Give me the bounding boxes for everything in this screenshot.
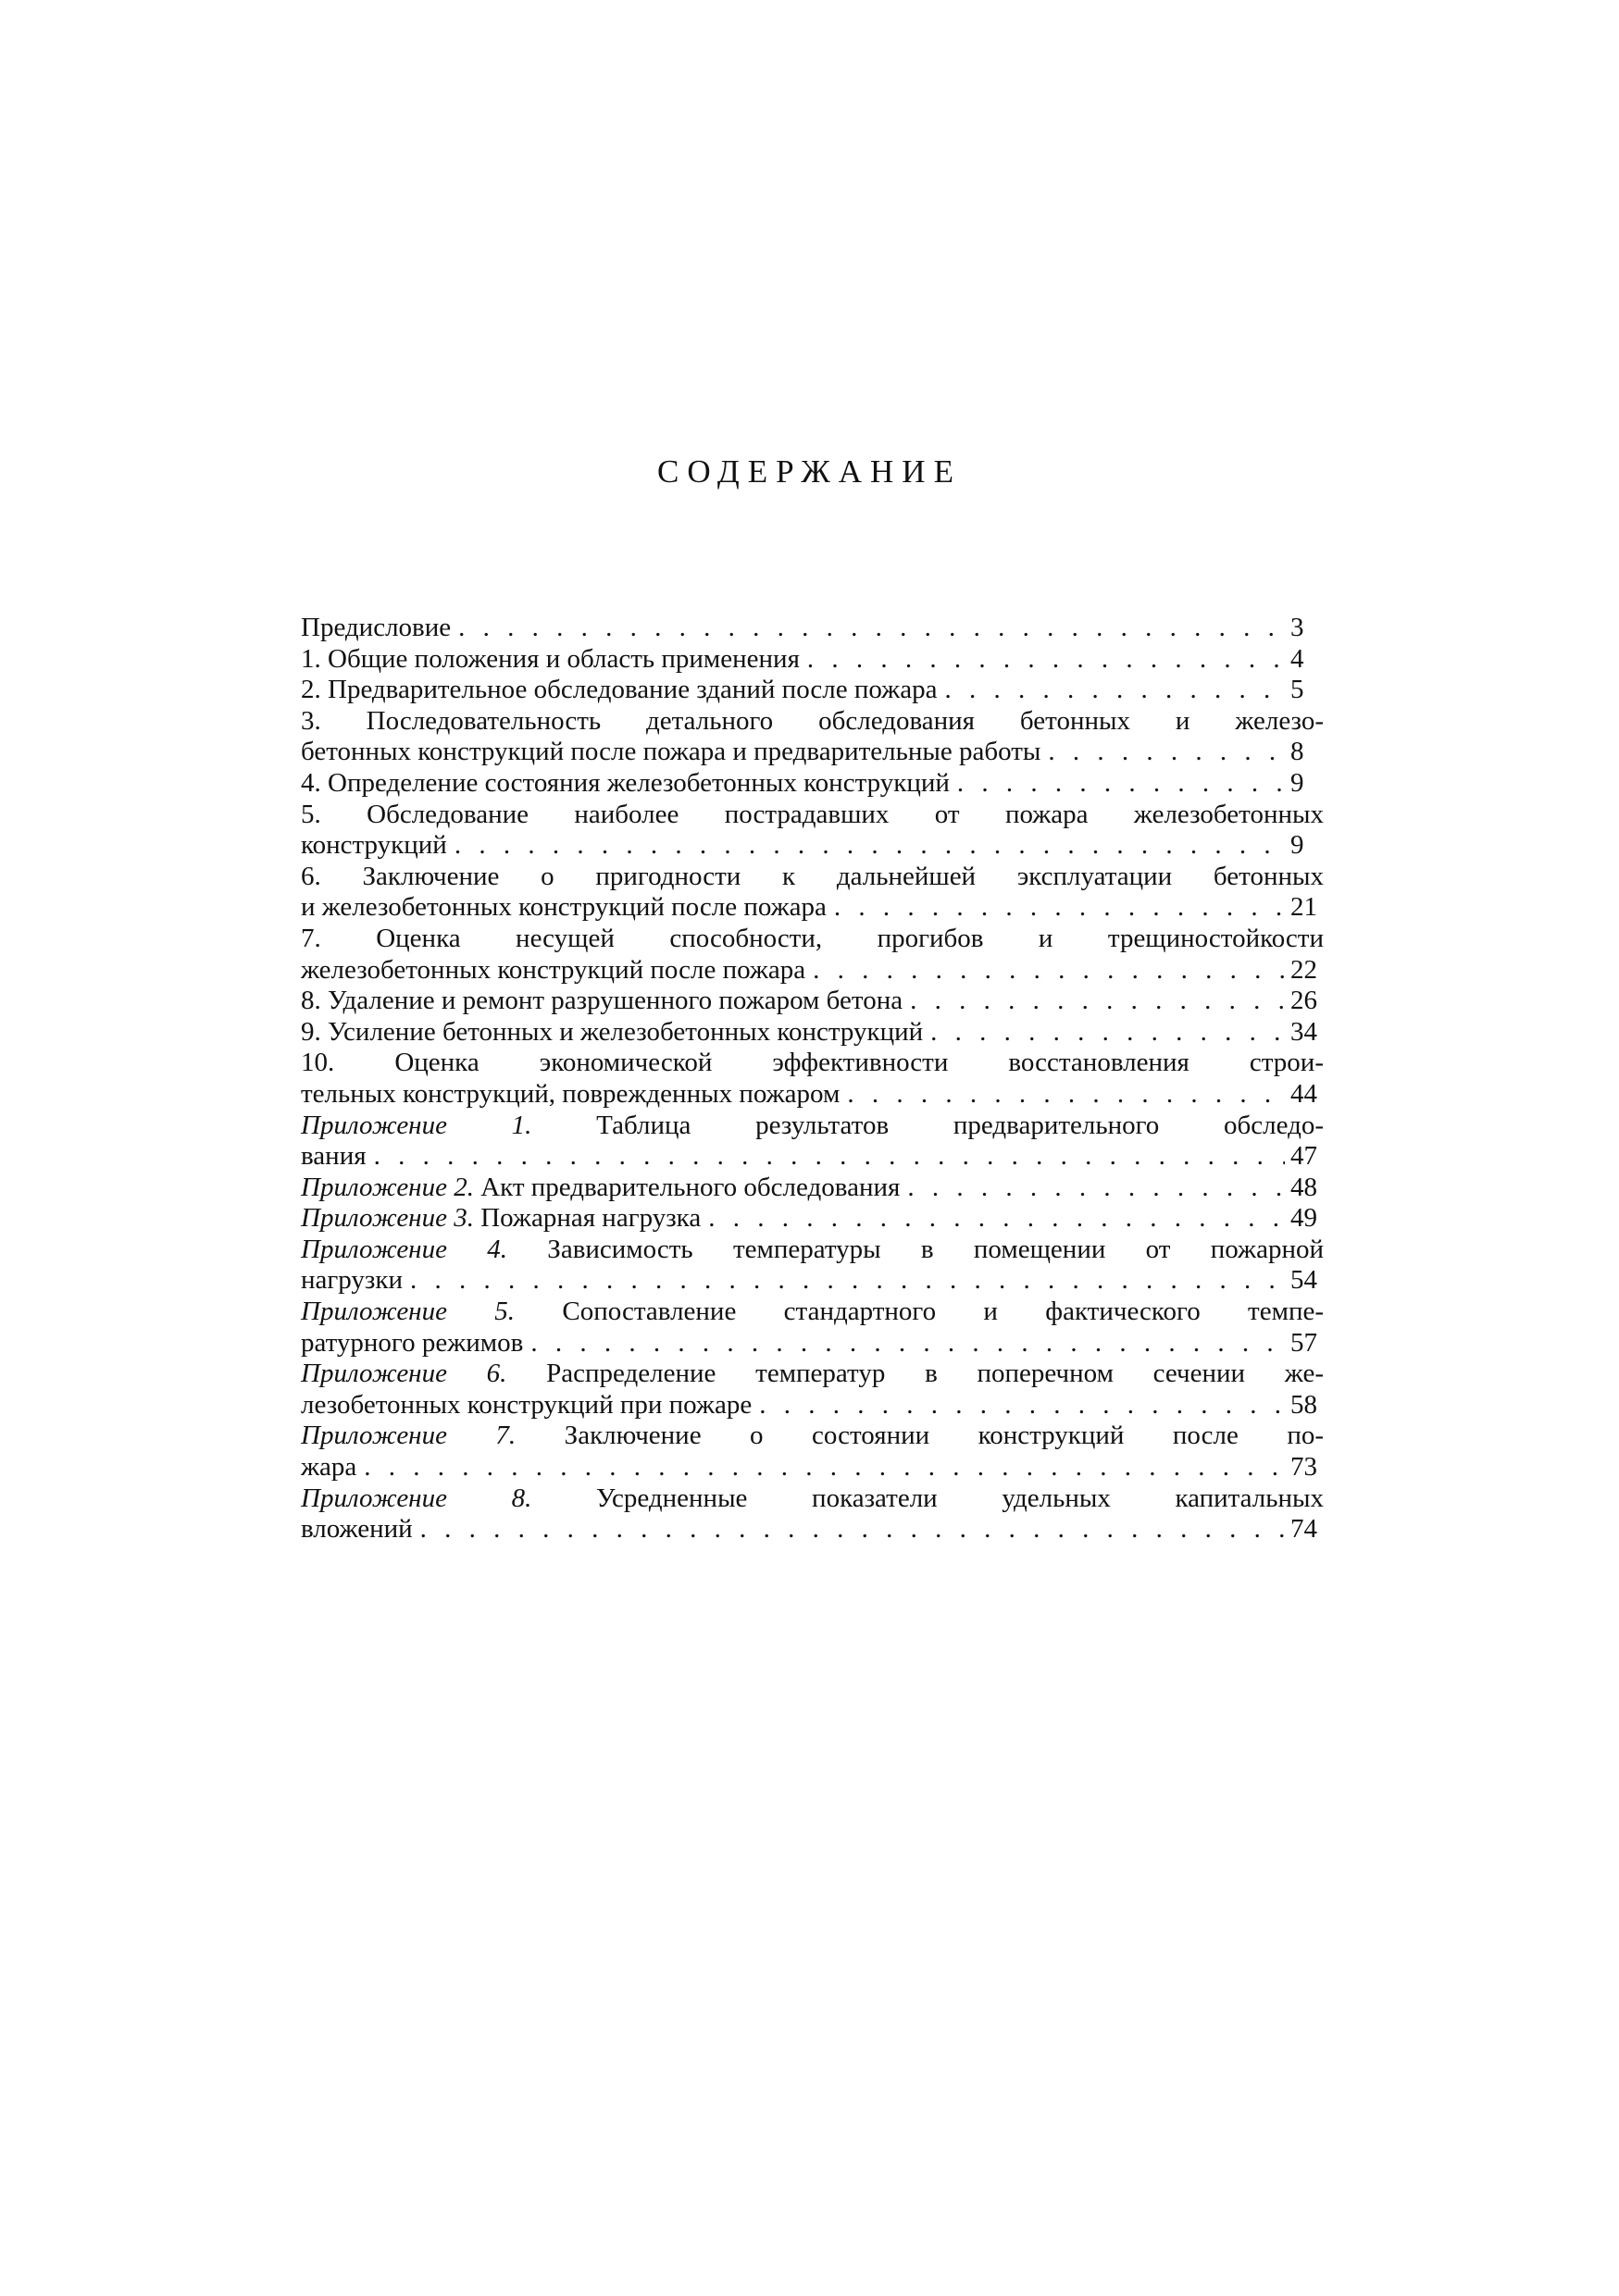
toc-page-number: 8 xyxy=(1290,737,1304,767)
toc-page-number: 58 xyxy=(1290,1389,1317,1420)
appendix-title: Пожарная нагрузка xyxy=(480,1203,702,1234)
toc-page-number: 9 xyxy=(1290,830,1304,861)
toc-page-number: 54 xyxy=(1290,1265,1317,1296)
appendix-label: Приложение 1. xyxy=(301,1110,532,1140)
toc-page-number: 48 xyxy=(1290,1172,1317,1202)
appendix-title: Заключение о состоянии конструкций после по- xyxy=(564,1421,1324,1451)
toc-entry-preface[interactable] xyxy=(301,613,1324,644)
toc-page-number: 34 xyxy=(1290,1016,1317,1047)
toc-entry-title-line-2: лезобетонных конструкций при пожаре xyxy=(301,1389,753,1420)
dot-leader xyxy=(907,1173,1285,1204)
toc-page-number: 4 xyxy=(1290,643,1304,674)
dot-leader xyxy=(458,613,1285,644)
toc-entry-title: 4. Определение состояния железобетонных конструкций xyxy=(301,767,950,798)
toc-entry-title xyxy=(301,1173,900,1204)
dot-leader xyxy=(1048,737,1285,768)
page-title: СОДЕРЖАНИЕ xyxy=(657,453,962,490)
dot-leader xyxy=(944,675,1285,706)
dot-leader xyxy=(410,1265,1285,1297)
toc-entry-title: 1. Общие положения и область применения xyxy=(301,643,800,674)
dot-leader xyxy=(455,830,1285,862)
toc-entry-title-line-1 xyxy=(301,1297,1324,1328)
toc-entry-appendix-6[interactable] xyxy=(301,1359,1324,1421)
appendix-title: Распределение температур в поперечном сечении же- xyxy=(546,1359,1324,1389)
appendix-label: Приложение 3. xyxy=(301,1203,474,1234)
dot-leader xyxy=(759,1390,1285,1421)
toc-page-number: 3 xyxy=(1290,613,1304,642)
toc-entry-section-2[interactable] xyxy=(301,675,1324,706)
toc-page-number: 44 xyxy=(1290,1078,1317,1109)
dot-leader xyxy=(813,955,1285,987)
toc-entry-title-line-2: железобетонных конструкций после пожара xyxy=(301,954,806,985)
toc-entry-appendix-3[interactable] xyxy=(301,1203,1324,1235)
toc-entry-section-3[interactable] xyxy=(301,706,1324,768)
toc-page-number: 9 xyxy=(1290,767,1304,798)
toc-page-number: 74 xyxy=(1290,1514,1317,1545)
toc-entry-title: 2. Предварительное обследование зданий после пожара xyxy=(301,675,938,705)
dot-leader xyxy=(364,1452,1285,1483)
toc-entry-section-7[interactable] xyxy=(301,924,1324,986)
appendix-title: Акт предварительного обследования xyxy=(480,1172,901,1202)
toc-page-number: 57 xyxy=(1290,1327,1317,1358)
dot-leader xyxy=(834,892,1285,924)
toc-entry-title-line-2: вания xyxy=(301,1141,367,1172)
toc-page-number: 5 xyxy=(1290,675,1304,705)
toc-page-number: 22 xyxy=(1290,954,1317,985)
toc-entry-section-9[interactable] xyxy=(301,1017,1324,1049)
toc-page-number: 49 xyxy=(1290,1203,1317,1234)
toc-entry-title-line-1 xyxy=(301,1111,1324,1142)
toc-entry-title-line-1 xyxy=(301,1235,1324,1266)
toc-entry-appendix-1[interactable] xyxy=(301,1111,1324,1173)
appendix-title: Сопоставление стандартного и фактического темпе- xyxy=(562,1297,1324,1327)
dot-leader xyxy=(957,768,1285,800)
table-of-contents xyxy=(301,613,1324,1545)
toc-entry-title-line-1 xyxy=(301,1421,1324,1452)
toc-entry-appendix-4[interactable] xyxy=(301,1235,1324,1297)
toc-entry-section-5[interactable] xyxy=(301,800,1324,862)
toc-entry-title-line-1 xyxy=(301,1359,1324,1390)
dot-leader xyxy=(420,1514,1285,1545)
toc-entry-title-line-1: 7. Оценка несущей способности, прогибов и трещиностойкости xyxy=(301,923,1324,953)
toc-entry-title: 9. Усиление бетонных и железобетонных конструкций xyxy=(301,1016,924,1047)
appendix-label: Приложение 7. xyxy=(301,1421,517,1451)
toc-entry-title-line-2: ратурного режимов xyxy=(301,1327,524,1358)
toc-entry-title-line-1 xyxy=(301,1483,1324,1515)
dot-leader xyxy=(847,1079,1285,1111)
dot-leader xyxy=(910,986,1285,1017)
appendix-title: Усредненные показатели удельных капитальных xyxy=(595,1483,1325,1513)
toc-entry-title-line-2: тельных конструкций, поврежденных пожаром xyxy=(301,1078,841,1109)
toc-entry-title-line-2: вложений xyxy=(301,1514,413,1545)
toc-entry-title-line-2: и железобетонных конструкций после пожара xyxy=(301,892,827,923)
dot-leader xyxy=(374,1141,1285,1173)
toc-entry-title-line-1: 10. Оценка экономической эффективности восстановления строи- xyxy=(301,1048,1324,1078)
toc-entry-title-line-2: конструкций xyxy=(301,830,447,861)
appendix-title: Таблица результатов предварительного обследо- xyxy=(596,1110,1324,1140)
appendix-label: Приложение 5. xyxy=(301,1297,516,1327)
toc-entry-title-line-2: нагрузки xyxy=(301,1265,403,1296)
toc-entry-appendix-2[interactable] xyxy=(301,1173,1324,1204)
toc-entry-title-line-2: бетонных конструкций после пожара и предварительные работы xyxy=(301,737,1041,767)
toc-page-number: 47 xyxy=(1290,1141,1317,1172)
toc-entry-appendix-7[interactable] xyxy=(301,1421,1324,1483)
toc-entry-appendix-8[interactable] xyxy=(301,1483,1324,1545)
toc-entry-title: Предисловие xyxy=(301,613,452,642)
appendix-label: Приложение 6. xyxy=(301,1359,507,1389)
toc-entry-section-6[interactable] xyxy=(301,862,1324,924)
toc-entry-title-line-1: 5. Обследование наиболее пострадавших от пожара железобетонных xyxy=(301,799,1324,829)
appendix-label: Приложение 2. xyxy=(301,1172,474,1202)
dot-leader xyxy=(930,1017,1285,1049)
toc-page-number: 21 xyxy=(1290,892,1317,923)
toc-entry-title xyxy=(301,1203,701,1235)
toc-entry-title: 8. Удаление и ремонт разрушенного пожаром бетона xyxy=(301,986,903,1016)
toc-page-number: 26 xyxy=(1290,986,1317,1016)
dot-leader xyxy=(708,1203,1285,1235)
appendix-label: Приложение 4. xyxy=(301,1234,507,1264)
toc-entry-section-4[interactable] xyxy=(301,768,1324,800)
toc-entry-title-line-1: 3. Последовательность детального обследования бетонных и железо- xyxy=(301,705,1324,736)
toc-page-number: 73 xyxy=(1290,1452,1317,1483)
toc-entry-section-10[interactable] xyxy=(301,1048,1324,1110)
appendix-label: Приложение 8. xyxy=(301,1483,532,1513)
toc-entry-appendix-5[interactable] xyxy=(301,1297,1324,1359)
appendix-title: Зависимость температуры в помещении от пожарной xyxy=(547,1234,1324,1264)
toc-entry-section-1[interactable] xyxy=(301,644,1324,676)
dot-leader xyxy=(530,1328,1285,1359)
toc-entry-title-line-2: жара xyxy=(301,1452,357,1483)
toc-entry-section-8[interactable] xyxy=(301,986,1324,1017)
dot-leader xyxy=(807,644,1285,676)
toc-entry-title-line-1: 6. Заключение о пригодности к дальнейшей эксплуатации бетонных xyxy=(301,861,1324,891)
